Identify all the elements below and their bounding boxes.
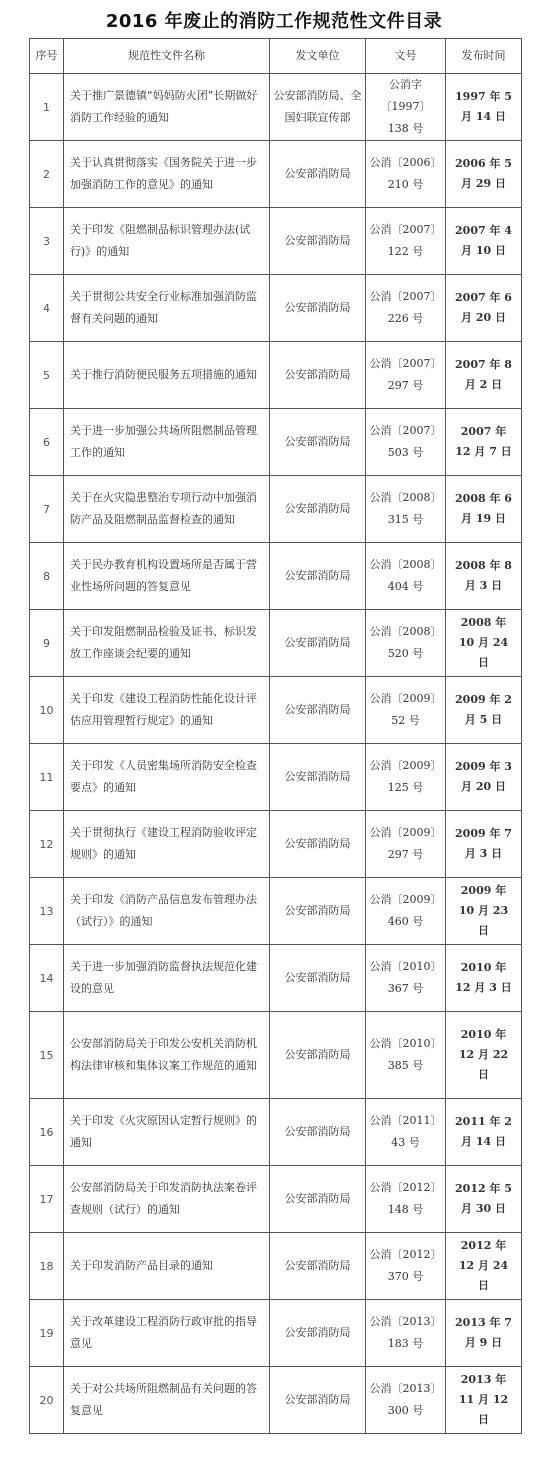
row-unit: 公安部消防局 [270, 1367, 366, 1434]
row-no: 12 [30, 811, 64, 878]
row-unit: 公安部消防局 [270, 811, 366, 878]
row-unit: 公安部消防局、全国妇联宣传部 [270, 74, 366, 141]
row-no: 2 [30, 141, 64, 208]
row-unit: 公安部消防局 [270, 476, 366, 543]
row-unit: 公安部消防局 [270, 1099, 366, 1166]
row-unit: 公安部消防局 [270, 677, 366, 744]
row-name: 关于进一步加强公共场所阻燃制品管理工作的通知 [64, 409, 270, 476]
row-no: 1 [30, 74, 64, 141]
header-no: 序号 [30, 39, 64, 74]
row-no: 9 [30, 610, 64, 677]
row-doc: 公消〔2007〕 503 号 [366, 409, 446, 476]
row-name: 公安部消防局关于印发公安机关消防机构法律审核和集体议案工作规范的通知 [64, 1012, 270, 1099]
table-row [30, 543, 522, 610]
row-doc: 公消字〔1997〕 138 号 [366, 74, 446, 141]
row-unit: 公安部消防局 [270, 610, 366, 677]
row-no: 20 [30, 1367, 64, 1434]
row-doc: 公消〔2010〕 385 号 [366, 1012, 446, 1099]
row-no: 17 [30, 1166, 64, 1233]
row-name: 关于印发《火灾原因认定暂行规则》的通知 [64, 1099, 270, 1166]
row-no: 3 [30, 208, 64, 275]
row-no: 19 [30, 1300, 64, 1367]
table-row [30, 1099, 522, 1166]
row-date: 2006 年 5 月 29 日 [446, 141, 522, 208]
row-doc: 公消〔2011〕 43 号 [366, 1099, 446, 1166]
table-row [30, 1166, 522, 1233]
row-date: 2011 年 2 月 14 日 [446, 1099, 522, 1166]
row-date: 2007 年 4 月 10 日 [446, 208, 522, 275]
row-date: 2012 年 12 月 24 日 [446, 1233, 522, 1300]
table-row [30, 1300, 522, 1367]
row-no: 18 [30, 1233, 64, 1300]
row-no: 11 [30, 744, 64, 811]
row-doc: 公消〔2009〕 52 号 [366, 677, 446, 744]
row-date: 2013 年 7 月 9 日 [446, 1300, 522, 1367]
row-doc: 公消〔2009〕 297 号 [366, 811, 446, 878]
row-unit: 公安部消防局 [270, 409, 366, 476]
row-date: 2012 年 5 月 30 日 [446, 1166, 522, 1233]
row-date: 2010 年 12 月 3 日 [446, 945, 522, 1012]
table-row [30, 811, 522, 878]
row-unit: 公安部消防局 [270, 1233, 366, 1300]
table-body [30, 74, 522, 1434]
row-date: 2009 年 10 月 23 日 [446, 878, 522, 945]
row-name: 关于印发《人员密集场所消防安全检查要点》的通知 [64, 744, 270, 811]
row-date: 2009 年 7 月 3 日 [446, 811, 522, 878]
header-doc: 文号 [366, 39, 446, 74]
row-unit: 公安部消防局 [270, 342, 366, 409]
table-row [30, 677, 522, 744]
header-date: 发布时间 [446, 39, 522, 74]
row-doc: 公消〔2006〕 210 号 [366, 141, 446, 208]
table-row [30, 342, 522, 409]
row-name: 关于在火灾隐患整治专项行动中加强消防产品及阻燃制品监督检查的通知 [64, 476, 270, 543]
table-row [30, 409, 522, 476]
row-name: 关于认真贯彻落实《国务院关于进一步加强消防工作的意见》的通知 [64, 141, 270, 208]
row-no: 13 [30, 878, 64, 945]
row-name: 关于印发《消防产品信息发布管理办法（试行）》的通知 [64, 878, 270, 945]
row-unit: 公安部消防局 [270, 1012, 366, 1099]
row-date: 2009 年 3 月 20 日 [446, 744, 522, 811]
row-doc: 公消〔2007〕 297 号 [366, 342, 446, 409]
row-doc: 公消〔2013〕 300 号 [366, 1367, 446, 1434]
page-title: 2016 年废止的消防工作规范性文件目录 [105, 11, 443, 32]
row-date: 2009 年 2 月 5 日 [446, 677, 522, 744]
row-no: 15 [30, 1012, 64, 1099]
row-date: 2008 年 10 月 24 日 [446, 610, 522, 677]
row-date: 2008 年 8 月 3 日 [446, 543, 522, 610]
row-name: 关于贯彻执行《建设工程消防验收评定规则》的通知 [64, 811, 270, 878]
row-unit: 公安部消防局 [270, 208, 366, 275]
row-doc: 公消〔2007〕 226 号 [366, 275, 446, 342]
row-date: 2013 年 11 月 12 日 [446, 1367, 522, 1434]
table-row [30, 1367, 522, 1434]
row-no: 5 [30, 342, 64, 409]
row-doc: 公消〔2012〕 148 号 [366, 1166, 446, 1233]
row-no: 14 [30, 945, 64, 1012]
row-doc: 公消〔2012〕 370 号 [366, 1233, 446, 1300]
row-doc: 公消〔2007〕 122 号 [366, 208, 446, 275]
row-doc: 公消〔2009〕 125 号 [366, 744, 446, 811]
table-row [30, 1012, 522, 1099]
table-row [30, 141, 522, 208]
row-doc: 公消〔2010〕 367 号 [366, 945, 446, 1012]
table-row [30, 610, 522, 677]
row-doc: 公消〔2008〕 520 号 [366, 610, 446, 677]
row-unit: 公安部消防局 [270, 945, 366, 1012]
row-name: 关于印发阻燃制品检验及证书、标识发放工作座谈会纪要的通知 [64, 610, 270, 677]
row-unit: 公安部消防局 [270, 744, 366, 811]
row-name: 关于贯彻公共安全行业标准加强消防监督有关问题的通知 [64, 275, 270, 342]
row-name: 关于印发《建设工程消防性能化设计评估应用管理暂行规定》的通知 [64, 677, 270, 744]
table-row [30, 878, 522, 945]
row-name: 关于改革建设工程消防行政审批的指导意见 [64, 1300, 270, 1367]
header-unit: 发文单位 [270, 39, 366, 74]
file-table [29, 38, 522, 1434]
table-row [30, 1233, 522, 1300]
row-date: 2007 年 12 月 7 日 [446, 409, 522, 476]
row-name: 关于印发《阻燃制品标识管理办法(试行)》的通知 [64, 208, 270, 275]
row-name: 关于推行消防便民服务五项措施的通知 [64, 342, 270, 409]
row-unit: 公安部消防局 [270, 1300, 366, 1367]
row-date: 2008 年 6 月 19 日 [446, 476, 522, 543]
row-no: 8 [30, 543, 64, 610]
row-no: 6 [30, 409, 64, 476]
table-row [30, 476, 522, 543]
row-doc: 公消〔2009〕 460 号 [366, 878, 446, 945]
table-row [30, 945, 522, 1012]
row-unit: 公安部消防局 [270, 275, 366, 342]
row-name: 关于民办教育机构设置场所是否属于营业性场所问题的答复意见 [64, 543, 270, 610]
row-unit: 公安部消防局 [270, 1166, 366, 1233]
row-unit: 公安部消防局 [270, 543, 366, 610]
row-name: 关于对公共场所阻燃制品有关问题的答复意见 [64, 1367, 270, 1434]
row-no: 16 [30, 1099, 64, 1166]
row-name: 关于进一步加强消防监督执法规范化建设的意见 [64, 945, 270, 1012]
row-unit: 公安部消防局 [270, 878, 366, 945]
table-row [30, 74, 522, 141]
row-no: 10 [30, 677, 64, 744]
header-name: 规范性文件名称 [64, 39, 270, 74]
row-unit: 公安部消防局 [270, 141, 366, 208]
table-header-row [30, 39, 522, 74]
row-no: 7 [30, 476, 64, 543]
table-row [30, 208, 522, 275]
row-doc: 公消〔2013〕 183 号 [366, 1300, 446, 1367]
row-doc: 公消〔2008〕 315 号 [366, 476, 446, 543]
row-date: 2007 年 8 月 2 日 [446, 342, 522, 409]
row-date: 2007 年 6 月 20 日 [446, 275, 522, 342]
row-no: 4 [30, 275, 64, 342]
row-doc: 公消〔2008〕 404 号 [366, 543, 446, 610]
row-date: 2010 年 12 月 22 日 [446, 1012, 522, 1099]
row-name: 关于推广景德镇“妈妈防火团”长期做好消防工作经验的通知 [64, 74, 270, 141]
table-row [30, 744, 522, 811]
row-name: 关于印发消防产品目录的通知 [64, 1233, 270, 1300]
row-name: 公安部消防局关于印发消防执法案卷评查规则（试行）的通知 [64, 1166, 270, 1233]
row-date: 1997 年 5 月 14 日 [446, 74, 522, 141]
table-row [30, 275, 522, 342]
